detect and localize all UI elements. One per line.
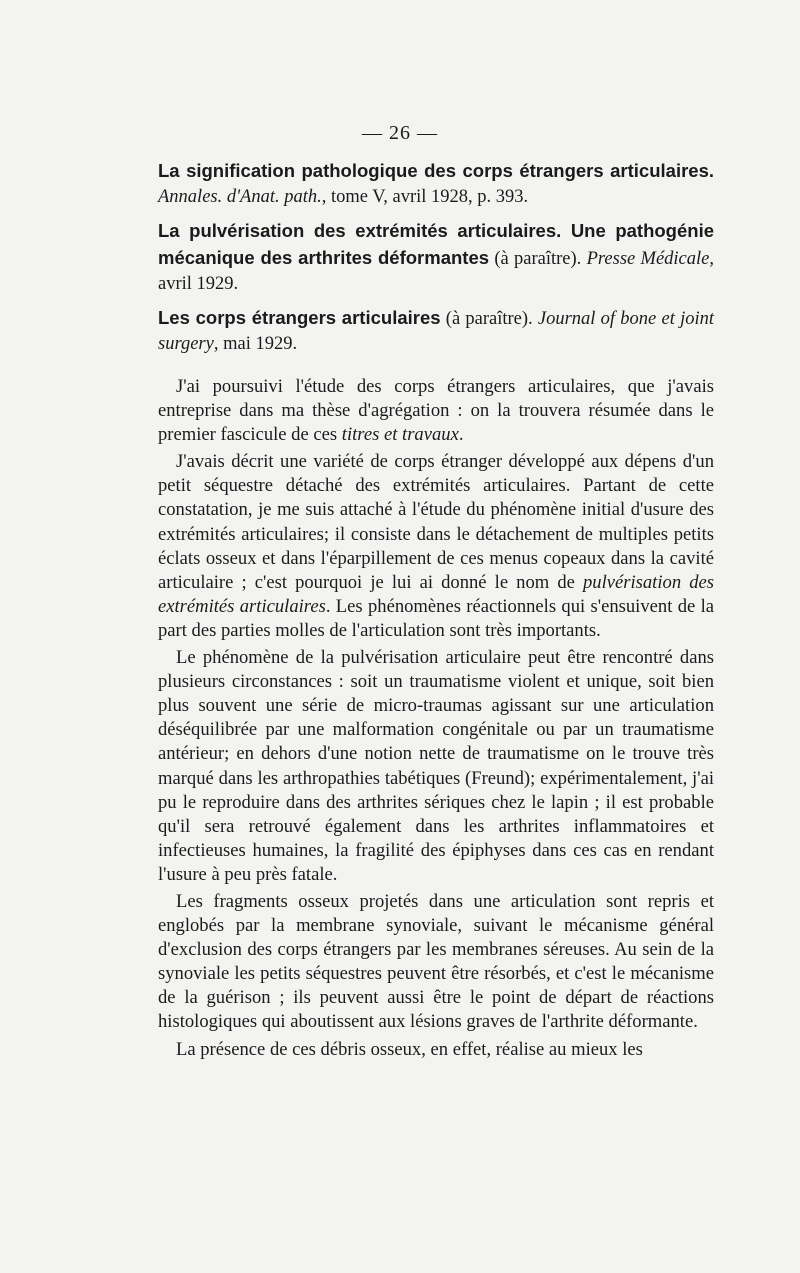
reference-note: (à paraître). — [489, 249, 587, 269]
reference-note: (à paraître). — [440, 309, 538, 329]
paragraph-text: Le phénomène de la pulvérisation articulaire peut être rencontré dans plusieurs circonstances : soit un traumatisme violent et unique, soit bien plus souvent une série de micro-traumas agissant sur une articulation déséquilibrée par une malformation congénitale ou par un traumatisme antérieur; en dehors d'une notion nette de traumatisme on le trouve très marqué dans les arthropathies tabétiques (Freund); expérimentalement, j'ai pu le reproduire dans des arthrites sériques chez le lapin ; il est probable qu'il sera retrouvé également dans les arthrites inflammatoires et infectieuses humaines, la fragilité des épiphyses dans ces cas en rendant l'usure à peu près fatale. — [158, 647, 714, 885]
paragraph-text: Les fragments osseux projetés dans une articulation sont repris et englobés par la membrane synoviale, suivant le mécanisme général d'exclusion des corps étrangers par les membranes séreuses. Au sein de la synoviale les petits séquestres peuvent être résorbés, et c'est le mécanisme de la guérison ; ils peuvent aussi être le point de départ de réactions histologiques qui aboutissent aux lésions graves de l'arthrite déformante. — [158, 890, 714, 1033]
reference-title: La pulvérisation des extrémités articulaires. Une pathogénie mécanique des arthrites déformantes — [158, 220, 714, 268]
body-text — [158, 375, 714, 1065]
paragraph — [158, 890, 714, 1035]
reference-details: , avril 1929. — [158, 249, 714, 294]
reference-item — [158, 305, 714, 357]
paragraph — [158, 375, 714, 447]
reference-list — [158, 158, 714, 365]
paragraph — [158, 450, 714, 643]
paragraph-text: La présence de ces débris osseux, en effet, réalise au mieux les — [176, 1038, 643, 1060]
reference-item — [158, 218, 714, 297]
paragraph-text: J'avais décrit une variété de corps étranger développé aux dépens d'un petit séquestre détaché des extrémités articulaires. Partant de cette constatation, je me suis attaché à l'étude du phénomène initial d'usure des extrémités articulaires; il consiste dans le détachement de multiples petits éclats osseux et dans l'éparpillement de ces menus copeaux dans la cavité articulaire ; c'est pourquoi je lui ai donné le nom de — [158, 451, 714, 593]
paragraph-text-end: . — [458, 424, 464, 446]
reference-journal: Annales. d'Anat. path. — [158, 187, 322, 207]
paragraph — [158, 1038, 714, 1062]
reference-journal: Presse Médicale — [586, 249, 710, 269]
reference-item — [158, 158, 714, 210]
paragraph-italic: pulvérisation des extrémités articulaires — [158, 571, 714, 617]
reference-details: , tome V, avril 1928, p. 393. — [321, 187, 529, 207]
reference-journal: Journal of bone et joint surgery — [158, 309, 714, 354]
reference-details: , mai 1929. — [213, 334, 298, 354]
paragraph — [158, 646, 714, 887]
paragraph-italic: titres et travaux — [341, 424, 459, 446]
paragraph-text: J'ai poursuivi l'étude des corps étrangers articulaires, que j'avais entreprise dans ma thèse d'agrégation : on la trouvera résumée dans le premier fascicule de ces — [158, 376, 714, 446]
page-number: — 26 — — [362, 122, 438, 144]
paragraph-text-end: . Les phénomènes réactionnels qui s'ensuivent de la part des parties molles de l'articulation sont très importants. — [158, 595, 714, 641]
reference-title: La signification pathologique des corps étrangers articulaires. — [158, 160, 714, 181]
reference-title: Les corps étrangers articulaires — [158, 307, 441, 328]
